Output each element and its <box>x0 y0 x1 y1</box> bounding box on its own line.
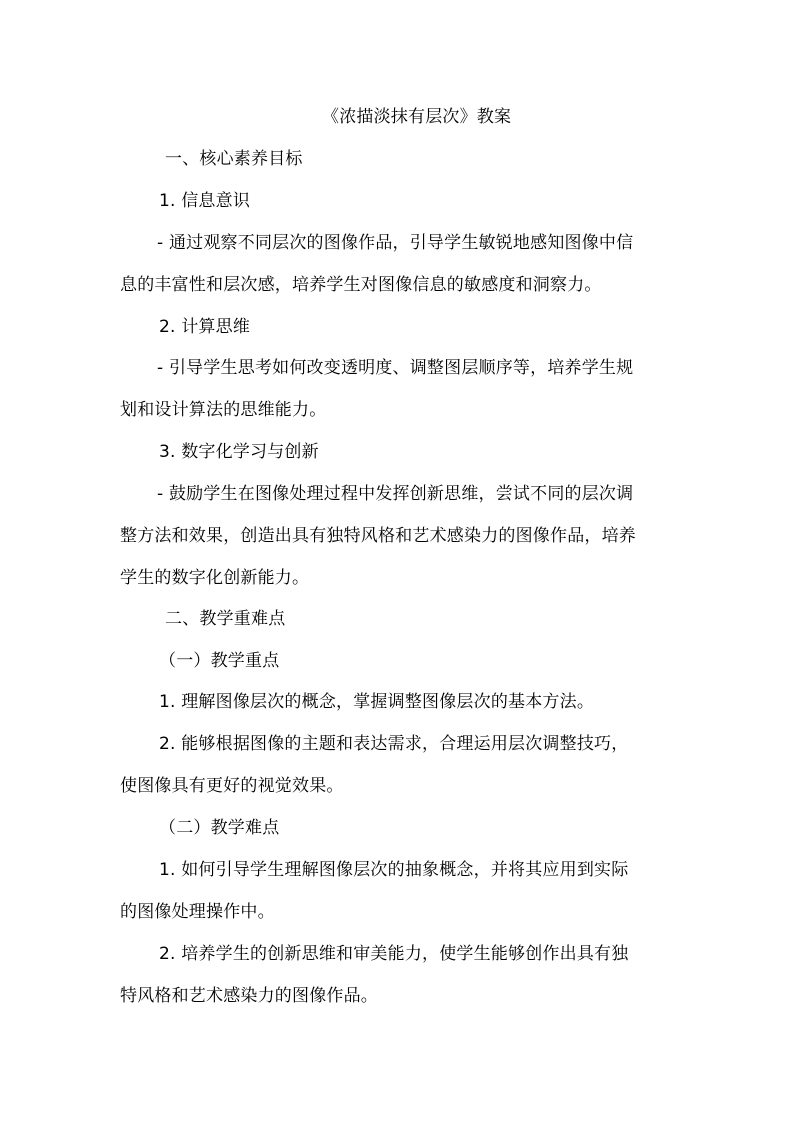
paragraph-line: 1. 如何引导学生理解图像层次的抽象概念，并将其应用到实际 <box>159 860 629 880</box>
paragraph-line: 2. 培养学生的创新思维和审美能力，使学生能够创作出具有独 <box>159 944 629 964</box>
paragraph-line: 特风格和艺术感染力的图像作品。 <box>120 986 378 1006</box>
section-heading-goals: 一、核心素养目标 <box>165 149 303 169</box>
paragraph-line: 使图像具有更好的视觉效果。 <box>120 776 344 796</box>
paragraph-line: - 鼓励学生在图像处理过程中发挥创新思维，尝试不同的层次调 <box>157 484 634 504</box>
item-label-computational-thinking: 2. 计算思维 <box>159 317 251 337</box>
paragraph-line: - 引导学生思考如何改变透明度、调整图层顺序等，培养学生规 <box>157 358 634 378</box>
paragraph-line: 息的丰富性和层次感，培养学生对图像信息的敏感度和洞察力。 <box>120 275 602 295</box>
item-label-info-awareness: 1. 信息意识 <box>159 191 251 211</box>
subsection-heading-difficulty: （二）教学难点 <box>159 818 280 838</box>
paragraph-line: 学生的数字化创新能力。 <box>120 568 310 588</box>
section-heading-key-points: 二、教学重难点 <box>165 609 286 629</box>
item-label-digital-learning: 3. 数字化学习与创新 <box>159 442 319 462</box>
paragraph-line: 划和设计算法的思维能力。 <box>120 400 327 420</box>
document-title: 《浓描淡抹有层次》教案 <box>322 107 512 127</box>
paragraph-line: 2. 能够根据图像的主题和表达需求，合理运用层次调整技巧， <box>159 734 629 754</box>
paragraph-line: 1. 理解图像层次的概念，掌握调整图像层次的基本方法。 <box>159 692 595 712</box>
paragraph-line: - 通过观察不同层次的图像作品，引导学生敏锐地感知图像中信 <box>157 233 634 253</box>
paragraph-line: 整方法和效果，创造出具有独特风格和艺术感染力的图像作品，培养 <box>120 526 636 546</box>
subsection-heading-focus: （一）教学重点 <box>159 651 280 671</box>
paragraph-line: 的图像处理操作中。 <box>120 902 275 922</box>
